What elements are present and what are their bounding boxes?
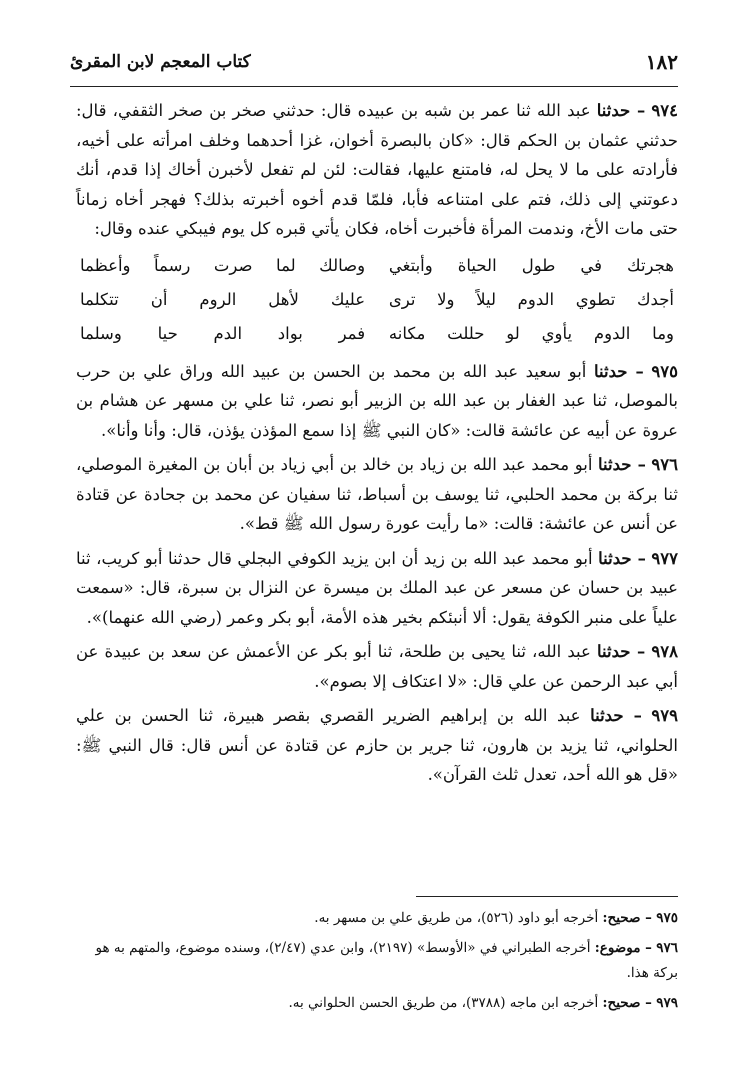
hadith-number: ٩٧٥ [651,361,679,381]
hadith-text: أبو محمد عبد الله بن زياد بن خالد بن أبي زياد بن أبان بن المغيرة الموصلي، ثنا بركة بن محمد الحلبي، ثنا يوسف بن أسباط، ثنا سفيان عن محمد بن جحادة عن قتادة عن أنس عن عائشة: قالت: «ما رأيت عورة رسول الله ﷺ قط». [76,455,678,533]
poem-verse [76,249,678,283]
poem-verse [76,317,678,351]
header-divider [70,86,678,87]
main-text [76,96,678,795]
verse-second-hemistich: عليك لأهل الروم أن تتكلما [80,289,366,309]
footnote-divider [416,896,678,897]
footnote-number: ٩٧٥ [656,910,678,926]
page-header [70,44,678,84]
footnote-text: أخرجه ابن ماجه (٣٧٨٨)، من طريق الحسن الحلواني به. [288,995,599,1011]
page-number: ١٨٢ [645,50,678,74]
hadith-975: ٩٧٥ – حدثنا أبو سعيد عبد الله بن محمد بن الحسن بن عبيد الله وراق علي بن حرب بالموصل، ثنا عبد الغفار بن عبد الله بن الزبير أبو نصر، ثنا علي بن مسهر عن هشام بن عروة عن أبيه عن عائشة قالت: «كان النبي ﷺ إذا سمع المؤذن يؤذن، قال: وأنا وأنا». [76,361,679,440]
hadith-lead: حدثنا [598,548,632,568]
footnote-number: ٩٧٦ [656,940,678,956]
footnote-number: ٩٧٩ [656,995,678,1011]
footnote: ٩٧٩ – صحيح: أخرجه ابن ماجه (٣٧٨٨)، من طريق الحسن الحلواني به. [288,995,678,1011]
hadith-978: ٩٧٨ – حدثنا عبد الله، ثنا يحيى بن طلحة، ثنا أبو بكر عن الأعمش عن سعد بن عبيدة عن أبي عبد الرحمن عن علي قال: «لا اعتكاف إلا بصوم». [76,642,678,691]
hadith-text: عبد الله بن إبراهيم الضرير القصري بقصر هبيرة، ثنا الحسن بن علي الحلواني، ثنا يزيد بن هارون، ثنا جرير بن حازم عن قتادة عن أنس قال: قال النبي ﷺ: «قل هو الله أحد، تعدل ثلث القرآن». [76,706,678,784]
footnote-grade: صحيح: [602,995,641,1011]
poem [76,249,678,351]
hadith-977: ٩٧٧ – حدثنا أبو محمد عبد الله بن زيد أن ابن يزيد الكوفي البجلي قال حدثنا أبو كريب، ثنا عبيد بن حسان عن مسعر عن عبد الملك بن ميسرة عن النزال بن سبرة، قال: «سمعت علياً على منبر الكوفة يقول: ألا أنبئكم بخير هذه الأمة، أبو بكر وعمر (رضي الله عنهما)». [76,548,678,627]
verse-first-hemistich: أجدك تطوي الدوم ليلاً ولا ترى [388,289,674,309]
hadith-number: ٩٧٦ [651,455,679,474]
footnote: ٩٧٥ – صحيح: أخرجه أبو داود (٥٢٦)، من طريق علي بن مسهر به. [314,910,678,926]
book-title: كتاب المعجم لابن المقرئ [70,52,251,72]
footnote-text: أخرجه الطبراني في «الأوسط» (٢١٩٧)، وابن عدي (٢/٤٧)، وسنده موضوع، والمتهم به هو بركة هذا. [95,940,678,981]
verse-first-hemistich: هجرتك في طول الحياة وأبتغي [388,255,674,275]
hadith-text: عبد الله، ثنا يحيى بن طلحة، ثنا أبو بكر عن الأعمش عن سعد بن عبيدة عن أبي عبد الرحمن عن علي قال: «لا اعتكاف إلا بصوم». [76,642,678,691]
verse-second-hemistich: فمر بواد الدم حيا وسلما [80,323,366,343]
footnote: ٩٧٦ – موضوع: أخرجه الطبراني في «الأوسط» (٢١٩٧)، وابن عدي (٢/٤٧)، وسنده موضوع، والمتهم به هو بركة هذا. [95,940,678,981]
hadith-lead: حدثنا [598,455,632,474]
verse-second-hemistich: وصالك لما صرت رسماً وأعظما [80,255,366,275]
hadith-number: ٩٧٧ [651,548,678,568]
poem-verse [76,283,678,317]
footnotes [76,906,678,1021]
hadith-number: ٩٧٩ [651,706,678,725]
hadith-text: أبو محمد عبد الله بن زيد أن ابن يزيد الكوفي البجلي قال حدثنا أبو كريب، ثنا عبيد بن حسان عن مسعر عن عبد الملك بن ميسرة عن النزال بن سبرة، قال: «سمعت علياً على منبر الكوفة يقول: ألا أنبئكم بخير هذه الأمة، أبو بكر وعمر (رضي الله عنهما)». [76,548,678,627]
footnote-grade: موضوع: [594,940,641,956]
verse-first-hemistich: وما الدوم يأوي لو حللت مكانه [388,323,674,343]
hadith-lead: حدثنا [590,706,624,725]
hadith-lead: حدثنا [596,642,631,661]
hadith-text: عبد الله ثنا عمر بن شبه بن عبيده قال: حدثني صخر بن صخر الثقفي، قال: حدثني عثمان بن الحكم قال: «كان بالبصرة أخوان، غزا أحدهما وخلف امرأته على أخيه، فأرادته على ما لا يحل له، فامتنع عليها، فقالت: لئن لم تفعل لأخبرن أخاك إذا قدم، أنك دعوتني إلى ذلك، فتم على امتناعه فأبا، فلمّا قدم أخوه أخبرته بذلك؟ فهجر أخاه زماناً حتى مات الأخ، وندمت المرأة فأخبرت أخاه، فكان يأتي قبره كل يوم فيبكي عنده وقال: [76,101,678,238]
hadith-976: ٩٧٦ – حدثنا أبو محمد عبد الله بن زياد بن خالد بن أبي زياد بن أبان بن المغيرة الموصلي، ثنا بركة بن محمد الحلبي، ثنا يوسف بن أسباط، ثنا سفيان عن محمد بن جحادة عن قتادة عن أنس عن عائشة: قالت: «ما رأيت عورة رسول الله ﷺ قط». [76,455,679,533]
hadith-lead: حدثنا [593,361,628,381]
footnote-grade: صحيح: [602,910,641,926]
hadith-text: أبو سعيد عبد الله بن محمد بن الحسن بن عبيد الله وراق علي بن حرب بالموصل، ثنا عبد الغفار بن عبد الله بن الزبير أبو نصر، ثنا علي بن مسهر عن هشام بن عروة عن أبيه عن عائشة قالت: «كان النبي ﷺ إذا سمع المؤذن يؤذن، قال: وأنا وأنا». [76,361,678,440]
hadith-number: ٩٧٨ [651,642,678,661]
footnote-text: أخرجه أبو داود (٥٢٦)، من طريق علي بن مسهر به. [314,910,599,926]
hadith-974: ٩٧٤ – حدثنا عبد الله ثنا عمر بن شبه بن عبيده قال: حدثني صخر بن صخر الثقفي، قال: حدثني عثمان بن الحكم قال: «كان بالبصرة أخوان، غزا أحدهما وخلف امرأته على أخيه، فأرادته على ما لا يحل له، فامتنع عليها، فقالت: لئن لم تفعل لأخبرن أخاك إذا قدم، أنك دعوتني إلى ذلك، فتم على امتناعه فأبا، فلمّا قدم أخوه أخبرته بذلك؟ فهجر أخاه زماناً حتى مات الأخ، وندمت المرأة فأخبرت أخاه، فكان يأتي قبره كل يوم فيبكي عنده وقال: [76,101,679,238]
hadith-number: ٩٧٤ [651,101,679,120]
hadith-979: ٩٧٩ – حدثنا عبد الله بن إبراهيم الضرير القصري بقصر هبيرة، ثنا الحسن بن علي الحلواني، ثنا يزيد بن هارون، ثنا جرير بن حازم عن قتادة عن أنس قال: قال النبي ﷺ: «قل هو الله أحد، تعدل ثلث القرآن». [76,706,678,784]
hadith-lead: حدثنا [596,101,631,120]
